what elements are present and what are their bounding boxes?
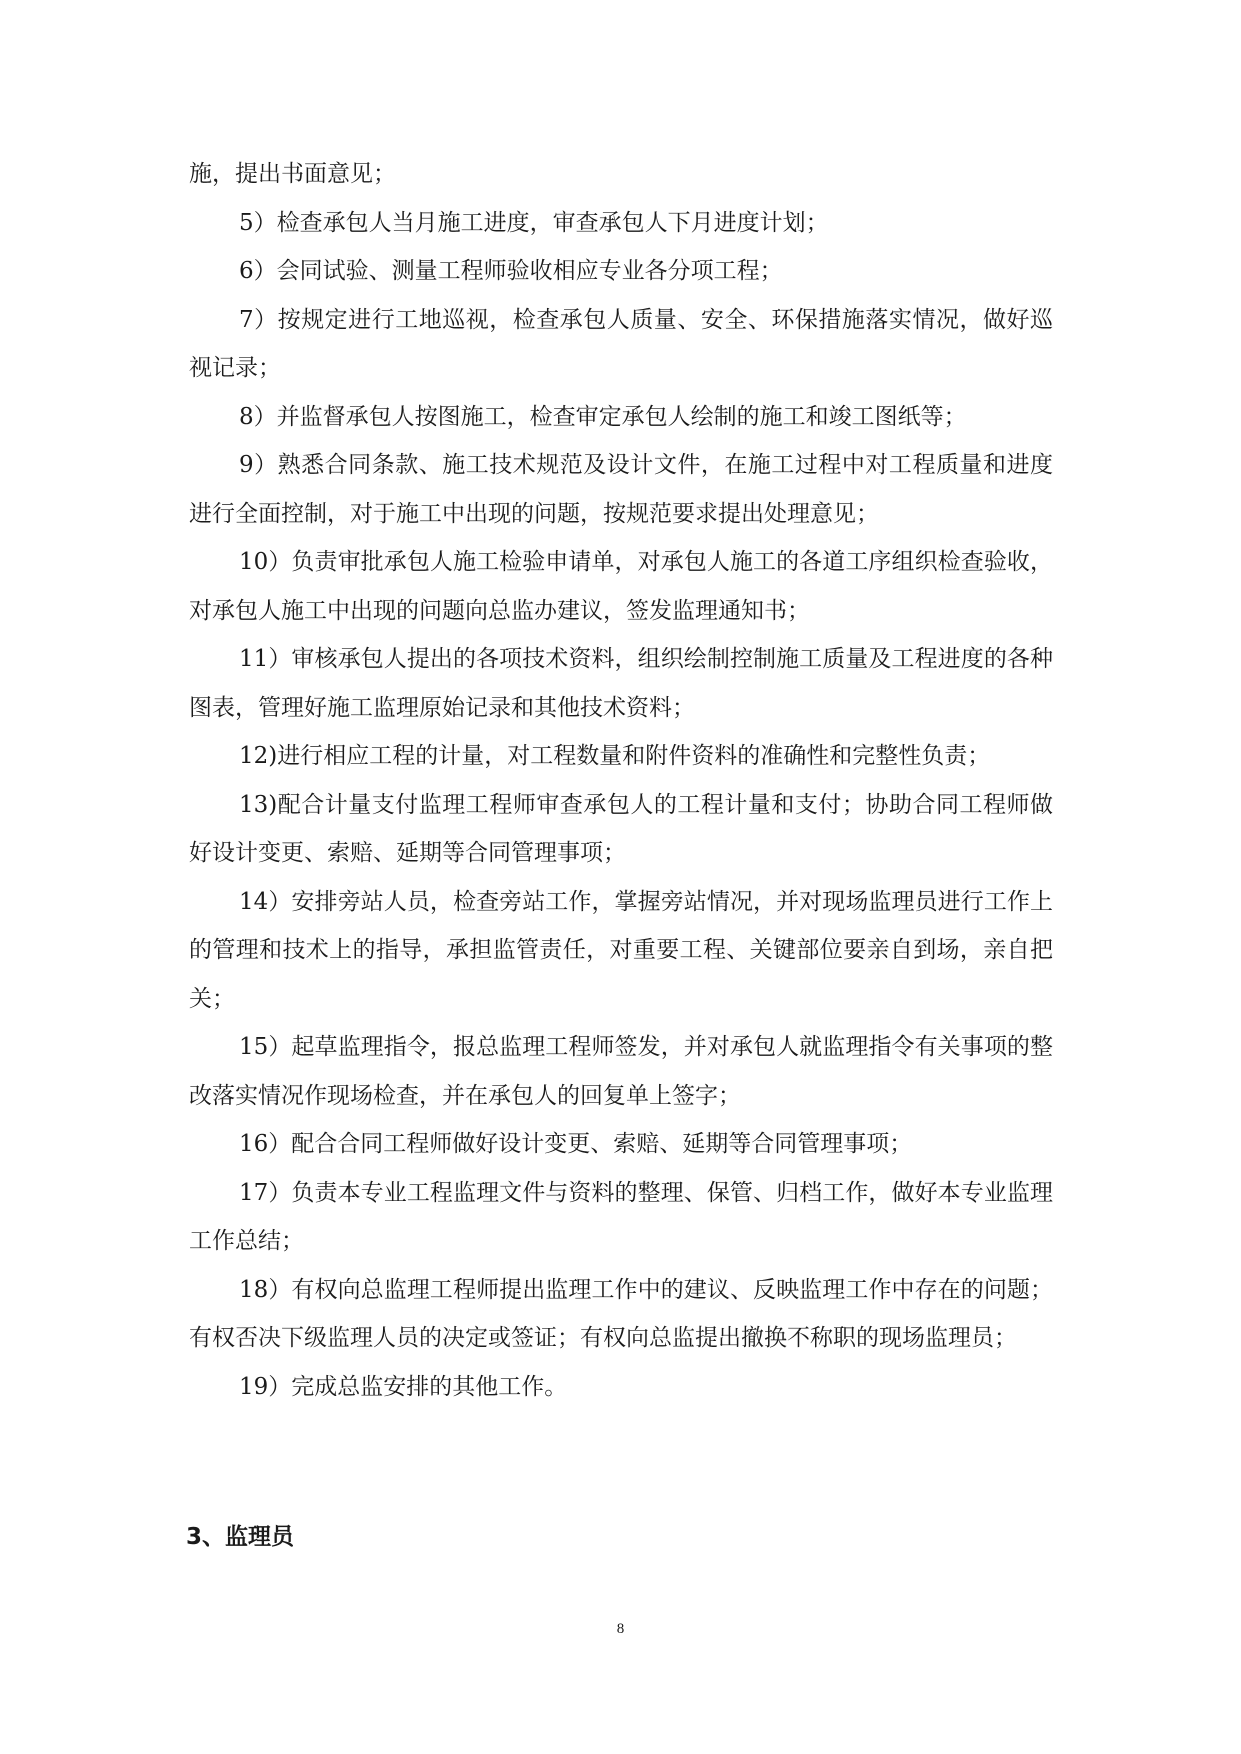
page-number: 8 [616, 1621, 625, 1637]
document-body [189, 150, 1053, 1411]
body-paragraph: 13)配合计量支付监理工程师审查承包人的工程计量和支付；协助合同工程师做好设计变更、索赔、延期等合同管理事项； [189, 791, 1053, 866]
body-paragraph: 15）起草监理指令，报总监理工程师签发，并对承包人就监理指令有关事项的整改落实情况作现场检查，并在承包人的回复单上签字； [189, 1034, 1053, 1109]
body-paragraph: 6）会同试验、测量工程师验收相应专业各分项工程； [239, 258, 783, 284]
body-paragraph: 17）负责本专业工程监理文件与资料的整理、保管、归档工作，做好本专业监理工作总结； [189, 1179, 1053, 1254]
body-paragraph: 8）并监督承包人按图施工，检查审定承包人绘制的施工和竣工图纸等； [239, 403, 967, 430]
section-heading: 3、监理员 [186, 1524, 295, 1550]
body-paragraph: 11）审核承包人提出的各项技术资料，组织绘制控制施工质量及工程进度的各种图表，管理好施工监理原始记录和其他技术资料； [189, 646, 1053, 721]
body-paragraph: 5）检查承包人当月施工进度，审查承包人下月进度计划； [239, 209, 829, 236]
body-paragraph: 9）熟悉合同条款、施工技术规范及设计文件，在施工过程中对工程质量和进度进行全面控制，对于施工中出现的问题，按规范要求提出处理意见； [189, 452, 1053, 527]
body-paragraph: 7）按规定进行工地巡视，检查承包人质量、安全、环保措施落实情况，做好巡视记录； [189, 306, 1053, 381]
body-paragraph: 16）配合合同工程师做好设计变更、索赔、延期等合同管理事项； [239, 1131, 913, 1157]
body-paragraph: 施，提出书面意见； [189, 161, 396, 187]
body-paragraph: 14）安排旁站人员，检查旁站工作，掌握旁站情况，并对现场监理员进行工作上的管理和技术上的指导，承担监管责任，对重要工程、关键部位要亲自到场，亲自把关； [189, 888, 1053, 1012]
body-paragraph: 12)进行相应工程的计量，对工程数量和附件资料的准确性和完整性负责； [239, 743, 991, 769]
body-paragraph: 18）有权向总监理工程师提出监理工作中的建议、反映监理工作中存在的问题；有权否决下级监理人员的决定或签证；有权向总监提出撤换不称职的现场监理员； [189, 1276, 1053, 1351]
body-paragraph: 19）完成总监安排的其他工作。 [239, 1373, 568, 1400]
body-paragraph: 10）负责审批承包人施工检验申请单，对承包人施工的各道工序组织检查验收，对承包人施工中出现的问题向总监办建议，签发监理通知书； [189, 549, 1053, 624]
